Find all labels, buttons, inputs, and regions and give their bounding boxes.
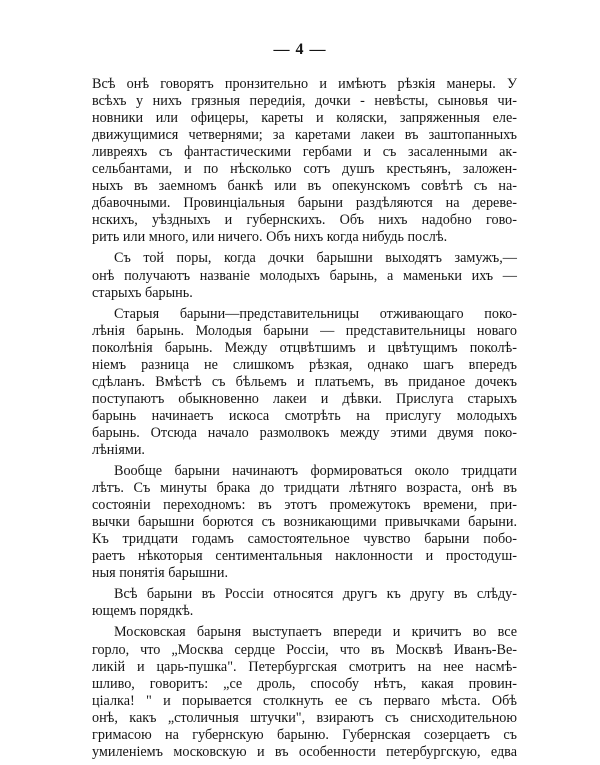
text-line: поколѣнія барынь. Между отцвѣтшимъ и цвѣтущимъ поколѣ- <box>92 339 517 356</box>
text-line: дбавочными. Провинціальныя барыни раздѣляются на дерeве- <box>92 195 517 212</box>
text-line: Вообще барыни начинаютъ формироваться около тридцати <box>114 463 517 480</box>
text-line: ныя понятія барышни. <box>92 565 229 582</box>
text-line: горло, что „Москва сердце Россіи, что въ Москвѣ Иванъ-Ве- <box>92 641 517 658</box>
text-line: ющемъ порядкѣ. <box>92 603 194 620</box>
paragraph-5 <box>92 586 517 620</box>
text-line: лѣніями. <box>92 441 145 458</box>
paragraph-3 <box>92 306 517 459</box>
paragraph-2 <box>92 250 517 301</box>
text-line: онѣ, какъ „столичныя штучки", взираютъ съ снисходительною <box>92 709 517 726</box>
text-line: ливреяхъ съ фантастическими гербами и съ засаленными ак- <box>92 144 517 161</box>
text-line: Къ тридцати годамъ самостоятельное чувство барыни побо- <box>92 531 517 548</box>
text-line: сдѣланъ. Вмѣстѣ съ бѣльемъ и платьемъ, въ приданое дочекъ <box>92 373 517 390</box>
text-line: нскихъ, уѣздныхъ и губернскихъ. Объ нихъ надобно гово- <box>92 212 517 229</box>
text-line: вычки барышни борются съ возникающими привычками барыни. <box>92 514 517 531</box>
text-line: Московская барыня выступаетъ впереди и кричитъ во все <box>114 624 517 641</box>
text-line: состояніи переходномъ: въ этотъ промежутокъ времени, при- <box>92 497 517 514</box>
text-line: онѣ получаютъ названіе молодыхъ барынь, а маменьки ихъ — <box>92 267 517 284</box>
text-line: гримасою на губернскую барыню. Губернская созерцаетъ съ <box>92 726 517 743</box>
text-line: Всѣ барыни въ Россіи относятся другъ къ другу въ слѣду- <box>114 586 517 603</box>
text-line: лѣнія барынь. Молодыя барыни — представительницы новаго <box>92 322 517 339</box>
text-line: ціалка! " и порывается столкнуть ее съ перваго мѣста. Обѣ <box>92 692 517 709</box>
text-line: шливо, говоритъ: „се дроль, способу нѣтъ, какая провин- <box>92 675 517 692</box>
text-line: Старыя барыни—представительницы отживающаго поко- <box>114 305 517 322</box>
text-line: рить или много, или ничего. Объ нихъ когда нибудь послѣ. <box>92 229 448 246</box>
text-line: ликій и царь-пушка". Петербургская смотритъ на нее насмѣ- <box>92 658 517 675</box>
paragraph-6 <box>92 624 517 760</box>
text-line: Всѣ онѣ говорятъ пронзительно и имѣютъ рѣзкія манеры. У <box>92 76 517 92</box>
text-line: умиленіемъ московскую и въ особенности петербургскую, едва <box>92 743 517 760</box>
text-line: лѣтъ. Съ минуты брака до тридцати лѣтняго возраста, онѣ въ <box>92 480 517 497</box>
text-line: раетъ нѣкоторыя сентиментальныя наклонности и простодуш- <box>92 548 517 565</box>
text-line: старыхъ барынь. <box>92 284 193 301</box>
text-line: ныхъ въ заемномъ банкѣ или въ опекунскомъ совѣтѣ съ на- <box>92 178 517 195</box>
text-line: всѣхъ у нихъ грязныя передиія, дочки - невѣсты, сыновья чи- <box>92 93 517 110</box>
text-line: Съ той поры, когда дочки барышни выходятъ замужъ,— <box>114 250 517 267</box>
text-line: барынь. Отсюда начало размолвокъ между этими двумя поко- <box>92 424 517 441</box>
text-line: поступаютъ обыкновенно лакеи и дѣвки. Прислуга старыхъ <box>92 390 517 407</box>
body-text <box>92 76 517 765</box>
text-line: ніемъ разница не слишкомъ рѣзкая, однако шагъ впередъ <box>92 356 517 373</box>
text-line: барынь начинаетъ искоса смотрѣть на прислугу молодыхъ <box>92 407 517 424</box>
text-line: сельбантами, и по нѣсколько сотъ душъ крестьянъ, заложен- <box>92 161 517 178</box>
paragraph-4 <box>92 463 517 582</box>
paragraph-1 <box>92 76 517 246</box>
text-line: новники или офицеры, кареты и коляски, запряженныя еле- <box>92 110 517 127</box>
page-number: — 4 — <box>273 41 327 58</box>
text-line: движущимися четвернями; за каретами лакеи въ заштопанныхъ <box>92 127 517 144</box>
